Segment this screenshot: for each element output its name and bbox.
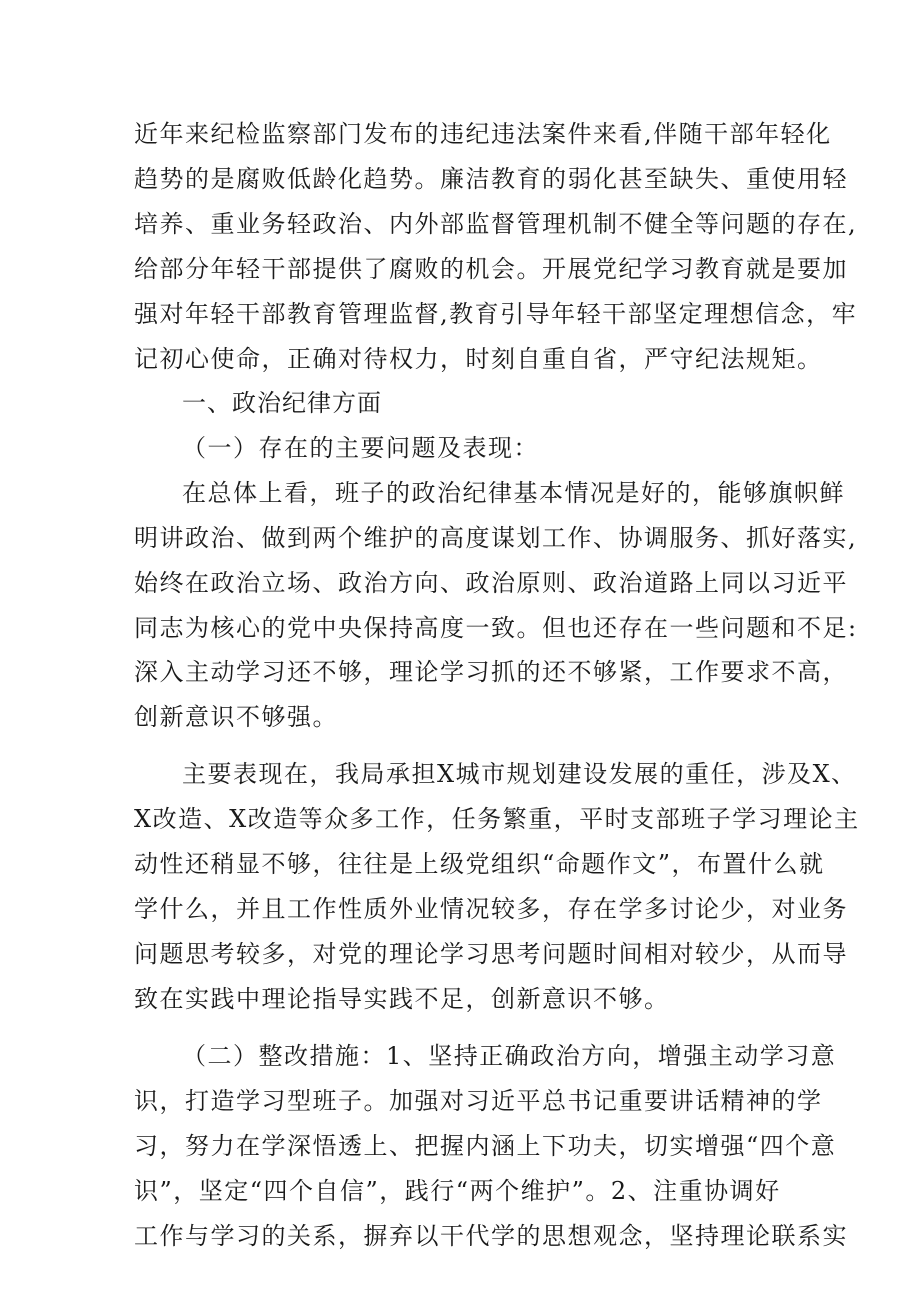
paragraph-line: 动性还稍显不够，往往是上级党组织“命题作文”，布置什么就: [134, 850, 825, 878]
paragraph-line: 工作与学习的关系，摒弃以干代学的思想观念，坚持理论联系实: [134, 1222, 848, 1250]
paragraph-line: 创新意识不够强。: [134, 703, 338, 731]
paragraph-line: 问题思考较多，对党的理论学习思考问题时间相对较少，从而导: [134, 940, 848, 968]
section-heading: 一、政治纪律方面: [182, 389, 382, 417]
paragraph-line: 识，打造学习型班子。加强对习近平总书记重要讲话精神的学: [134, 1087, 823, 1115]
paragraph-line: 主要表现在，我局承担X城市规划建设发展的重任，涉及X、: [182, 760, 857, 788]
paragraph-line: 习，努力在学深悟透上、把握内涵上下功夫，切实增强“四个意: [134, 1132, 837, 1160]
paragraph-line: 趋势的是腐败低龄化趋势。廉洁教育的弱化甚至缺失、重使用轻: [134, 165, 848, 193]
paragraph-line: （二）整改措施：1、坚持正确政治方向，增强主动学习意: [182, 1042, 837, 1070]
paragraph-line: 记初心使命，正确对待权力，时刻自重自省，严守纪法规矩。: [134, 345, 823, 373]
paragraph-line: 培养、重业务轻政治、内外部监督管理机制不健全等问题的存在,: [134, 210, 858, 238]
paragraph-line: 强对年轻干部教育管理监督,教育引导年轻干部坚定理想信念，牢: [134, 300, 858, 328]
paragraph-line: 给部分年轻干部提供了腐败的机会。开展党纪学习教育就是要加: [134, 255, 848, 283]
paragraph-line: X改造、X改造等众多工作，任务繁重，平时支部班子学习理论主: [134, 805, 860, 833]
paragraph-line: 明讲政治、做到两个维护的高度谋划工作、协调服务、抓好落实,: [134, 524, 858, 552]
paragraph-line: 致在实践中理论指导实践不足，创新意识不够。: [134, 985, 670, 1013]
subsection-heading: （一）存在的主要问题及表现：: [182, 434, 539, 462]
paragraph-line: 在总体上看，班子的政治纪律基本情况是好的，能够旗帜鲜: [182, 479, 845, 507]
paragraph-line: 近年来纪检监察部门发布的违纪违法案件来看,伴随干部年轻化: [134, 120, 832, 148]
paragraph-line: 识”，坚定“四个自信”，践行“两个维护”。2、注重协调好: [134, 1177, 781, 1205]
paragraph-line: 深入主动学习还不够，理论学习抓的还不够紧，工作要求不高，: [134, 658, 848, 686]
paragraph-line: 学什么，并且工作性质外业情况较多，存在学多讨论少，对业务: [134, 895, 848, 923]
paragraph-line: 同志为核心的党中央保持高度一致。但也还存在一些问题和不足:: [134, 614, 858, 642]
paragraph-line: 始终在政治立场、政治方向、政治原则、政治道路上同以习近平: [134, 569, 848, 597]
